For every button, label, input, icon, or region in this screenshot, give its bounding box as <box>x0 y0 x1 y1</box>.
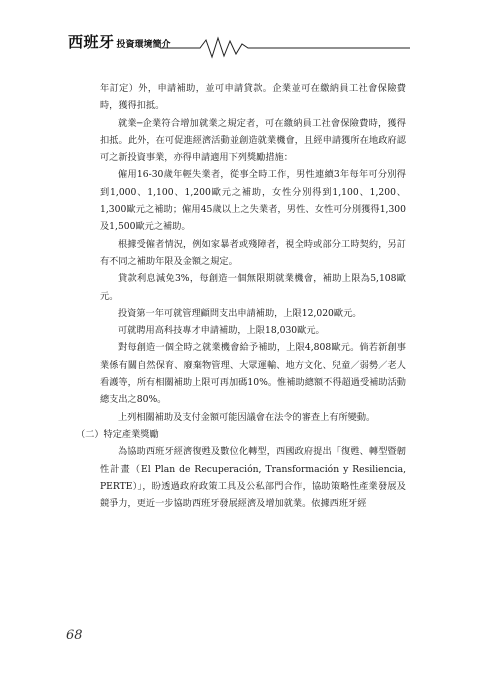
header-title: 西班牙 <box>68 33 115 51</box>
paragraph: 上列相關補助及支付金額可能因議會在法令的審查上有所變動。 <box>118 411 376 423</box>
paragraph: 年訂定）外，申請補助，並可申請貸款。企業並可在繳納員工社會保險費時，獲得扣抵。 <box>100 83 406 112</box>
paragraph: 為協助西班牙經濟復甦及數位化轉型，西國政府提出「復甦、轉型暨韌性計畫（El Plan de Recuperación, Transformación y Resiliencia, PERTE）」，盼透過政府政策工具及公私部門合作，協助策略性產業發展及競爭力，更近一步協助西班牙發展經濟及增加就業。依據西班牙經 <box>100 446 406 510</box>
paragraph: 就業─企業符合增加就業之規定者，可在繳納員工社會保險費時，獲得扣抵。此外，在可促進經濟活動並創造就業機會，且經申請獲所在地政府認可之新投資事業，亦得申請適用下列獎勵措施： <box>100 117 406 164</box>
paragraph: 對每創造一個全時之就業機會給予補助，上限4,808歐元。倘若新創事業係有關自然保育、廢棄物管理、大眾運輸、地方文化、兒童／弱勢／老人看護等，所有相關補助上限可再加碼10%。惟補助總額不得超過受補助活動總支出之80%。 <box>100 342 406 406</box>
paragraph: 可就聘用高科技專才申請補助，上限18,030歐元。 <box>118 325 325 337</box>
running-header <box>68 31 171 52</box>
paragraph: 貸款利息減免3%，每創造一個無限期就業機會，補助上限為5,108歐元。 <box>100 273 406 302</box>
header-subtitle: 投資環境簡介 <box>116 39 171 50</box>
page-number: 68 <box>66 628 83 643</box>
paragraph: 投資第一年可就管理顧問支出申請補助，上限12,020歐元。 <box>118 307 362 319</box>
paragraph: 根據受僱者情況，例如家暴者或殘障者，視全時或部分工時契約，另訂有不同之補助年限及金額之規定。 <box>100 238 406 267</box>
section-heading: （二）特定產業獎勵 <box>76 428 159 440</box>
body-text <box>76 80 406 512</box>
heartbeat-line-icon <box>160 36 410 60</box>
paragraph: 僱用16-30歲年輕失業者，從事全時工作，男性連續3年每年可分別得到1,000、1,100、1,200歐元之補助，女性分別得到1,100、1,200、1,300歐元之補助；僱用45歲以上之失業者，男性、女性可分別獲得1,300及1,500歐元之補助。 <box>100 169 406 233</box>
